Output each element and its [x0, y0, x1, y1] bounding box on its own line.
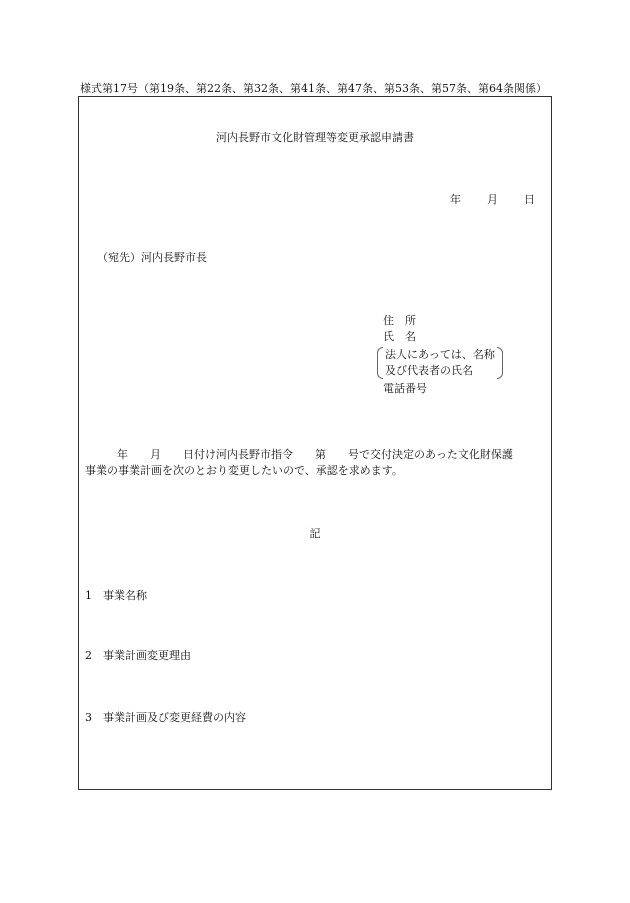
item-label: 事業名称 [103, 589, 147, 602]
date-month: 月 [487, 193, 498, 206]
form-number-header: 様式第17号（第19条、第22条、第32条、第41条、第47条、第53条、第57条、第64条関係） [80, 82, 547, 95]
application-form-frame [78, 96, 552, 790]
item-number: 1 [85, 589, 92, 602]
item-number: 2 [85, 649, 92, 662]
item-business-name [85, 587, 147, 603]
item-change-reason [85, 647, 191, 663]
item-label: 事業計画変更理由 [103, 649, 191, 662]
item-plan-and-cost [85, 709, 246, 725]
request-body-line1: 年 月 日付け河内長野市指令 第 号で交付決定のあった文化財保護 [117, 448, 513, 461]
corporation-note-line2: 及び代表者の氏名 [385, 364, 473, 377]
corporation-note-line1: 法人にあっては、名称 [385, 348, 495, 361]
name-label: 氏 名 [383, 330, 416, 343]
address-label: 住 所 [383, 314, 416, 327]
date-year: 年 [450, 193, 461, 206]
addressee: （宛先）河内長野市長 [97, 251, 207, 264]
corporation-note [377, 347, 503, 379]
request-body-line2: 事業の事業計画を次のとおり変更したいので、承認を求めます。 [85, 464, 403, 477]
document-title: 河内長野市文化財管理等変更承認申請書 [216, 131, 414, 144]
ki-heading: 記 [309, 527, 321, 540]
phone-label: 電話番号 [383, 382, 427, 395]
date-line [450, 191, 535, 207]
item-label: 事業計画及び変更経費の内容 [103, 711, 246, 724]
applicant-block [383, 313, 503, 397]
request-body [85, 447, 545, 479]
date-day: 日 [524, 193, 535, 206]
item-number: 3 [85, 711, 92, 724]
